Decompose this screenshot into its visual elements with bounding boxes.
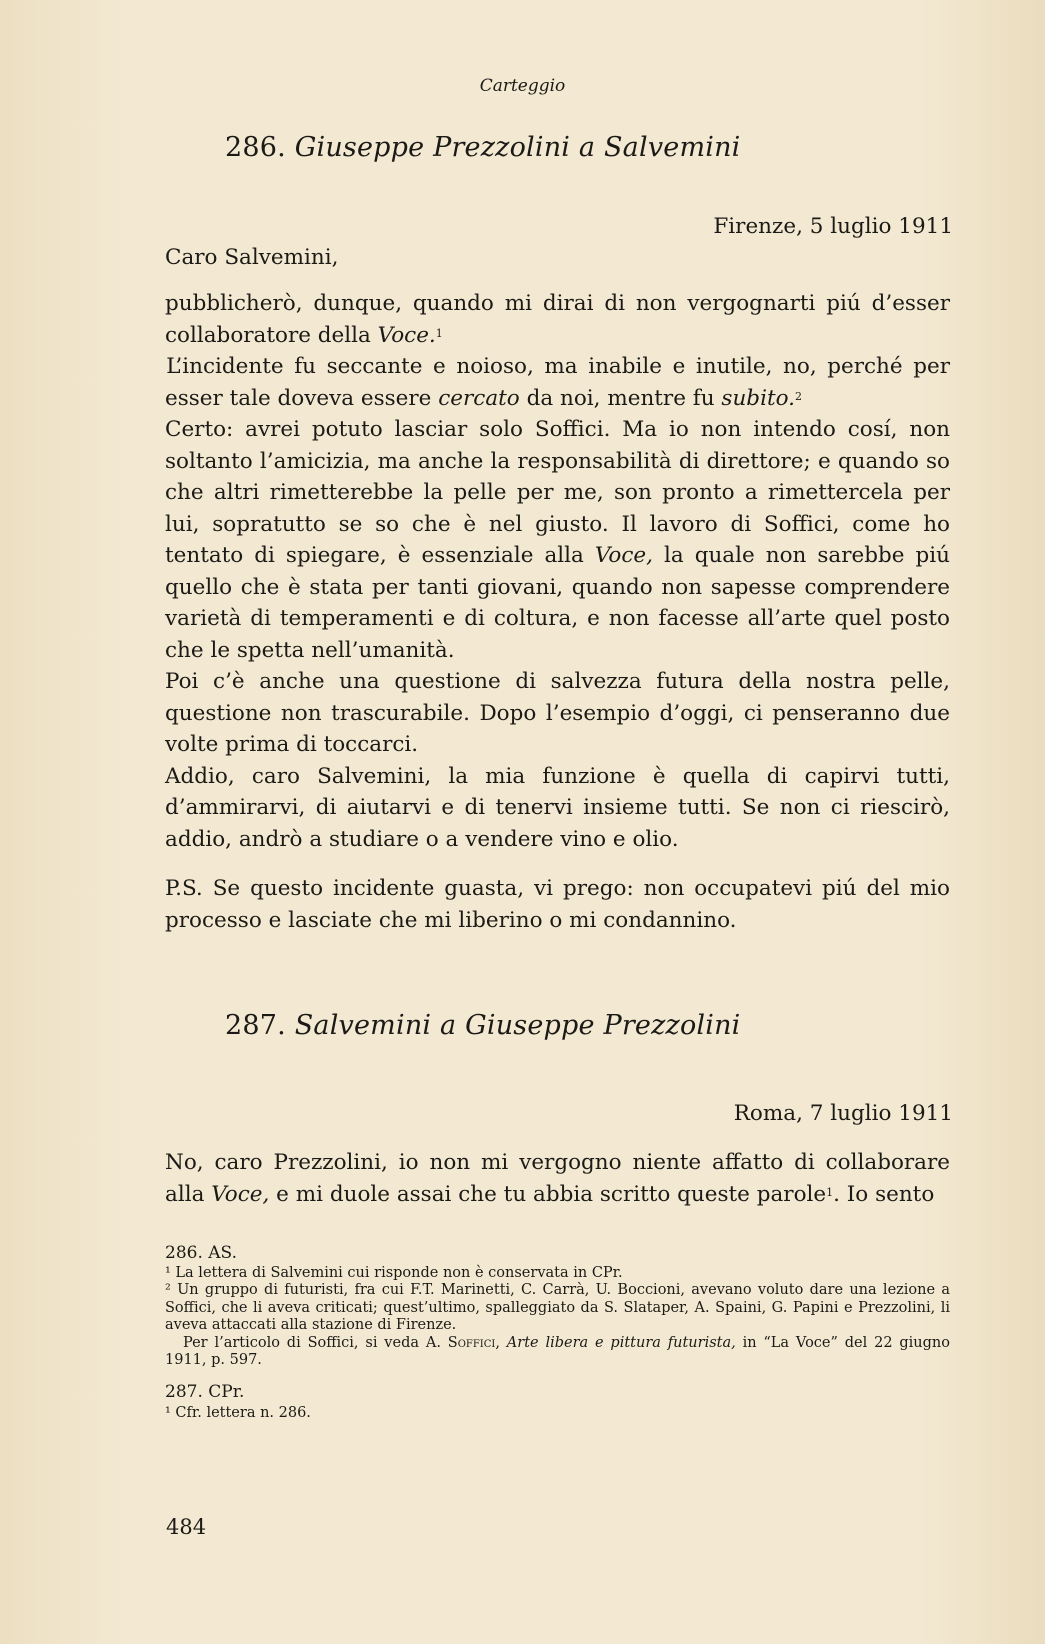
dateline-286: Firenze, 5 luglio 1911 <box>713 214 953 239</box>
letter-title: Salvemini a Giuseppe Prezzolini <box>294 1010 741 1041</box>
letter-number: 286. <box>225 132 286 163</box>
letter-heading-287 <box>225 1010 741 1041</box>
letter-title: Giuseppe Prezzolini a Salvemini <box>294 132 741 163</box>
footnote: Per l’articolo di Soffici, si veda A. Soffici, Arte libera e pittura futurista, in “La Voce” del 22 giugno 1911, p. 597. <box>165 1334 950 1368</box>
page-number: 484 <box>166 1515 207 1539</box>
paragraph: Certo: avrei potuto lasciar solo Soffici. Ma io non intendo cosí, non soltanto l’amicizia, ma anche la responsabilità di direttore; e quando so che altri rimetterebbe la pelle per me, son pronto a rimettercela per lui, sopratutto se so che è nel giusto. Il lavoro di Soffici, come ho tentato di spiegare, è essenziale alla Voce, la quale non sarebbe piú quello che è stata per tanti giovani, quando non sapesse comprendere varietà di temperamenti e di coltura, e non facesse all’arte quel posto che le spetta nell’umanità. <box>165 417 950 663</box>
paragraph: Addio, caro Salvemini, la mia funzione è quella di capirvi tutti, d’ammirarvi, di aiutarvi e di tenervi insieme tutti. Se non ci riescirò, addio, andrò a studiare o a vendere vino e olio. <box>165 763 950 852</box>
note-heading-286: 286. AS. <box>165 1243 237 1263</box>
footnote: ² Un gruppo di futuristi, fra cui F.T. Marinetti, C. Carrà, U. Boccioni, avevano voluto dare una lezione a Soffici, che li aveva criticati; quest’ultimo, spalleggiato da S. Slataper, A. Spaini, G. Papini e Prezzolini, li aveva attaccati alla stazione di Firenze. <box>165 1282 950 1333</box>
dateline-287: Roma, 7 luglio 1911 <box>733 1101 953 1126</box>
footnotes <box>165 1245 950 1423</box>
letter-286-body <box>165 288 950 936</box>
salutation: Caro Salvemini, <box>165 245 339 270</box>
footnote: ¹ La lettera di Salvemini cui risponde non è conservata in CPr. <box>165 1264 623 1281</box>
paragraph: No, caro Prezzolini, io non mi vergogno niente affatto di collaborare alla Voce, e mi duole assai che tu abbia scritto queste parole$^1$. Io sento <box>165 1150 950 1207</box>
footnote-ref: 2 <box>794 389 802 403</box>
footnote-ref: 1 <box>826 1185 834 1199</box>
postscript: P.S. Se questo incidente guasta, vi prego: non occupatevi piú del mio processo e lasciate che mi liberino o mi condannino. <box>165 876 950 933</box>
letter-number: 287. <box>225 1010 286 1041</box>
footnote: ¹ Cfr. lettera n. 286. <box>165 1405 311 1421</box>
running-head: Carteggio <box>479 76 566 96</box>
paragraph: pubblicherò, dunque, quando mi dirai di non vergognarti piú d’esser collaboratore della Voce.$^1$ <box>165 291 950 348</box>
paragraph: Poi c’è anche una questione di salvezza futura della nostra pelle, questione non trascurabile. Dopo l’esempio d’oggi, ci penseranno due volte prima di toccarci. <box>165 669 950 757</box>
footnote-ref: 1 <box>435 326 443 340</box>
paragraph: L’incidente fu seccante e noioso, ma inabile e inutile, no, perché per esser tale doveva essere cercato da noi, mentre fu subito.$^2$ <box>165 354 950 411</box>
letter-287-body <box>165 1147 950 1210</box>
letter-heading-286 <box>225 132 741 163</box>
note-heading-287: 287. CPr. <box>165 1381 245 1402</box>
